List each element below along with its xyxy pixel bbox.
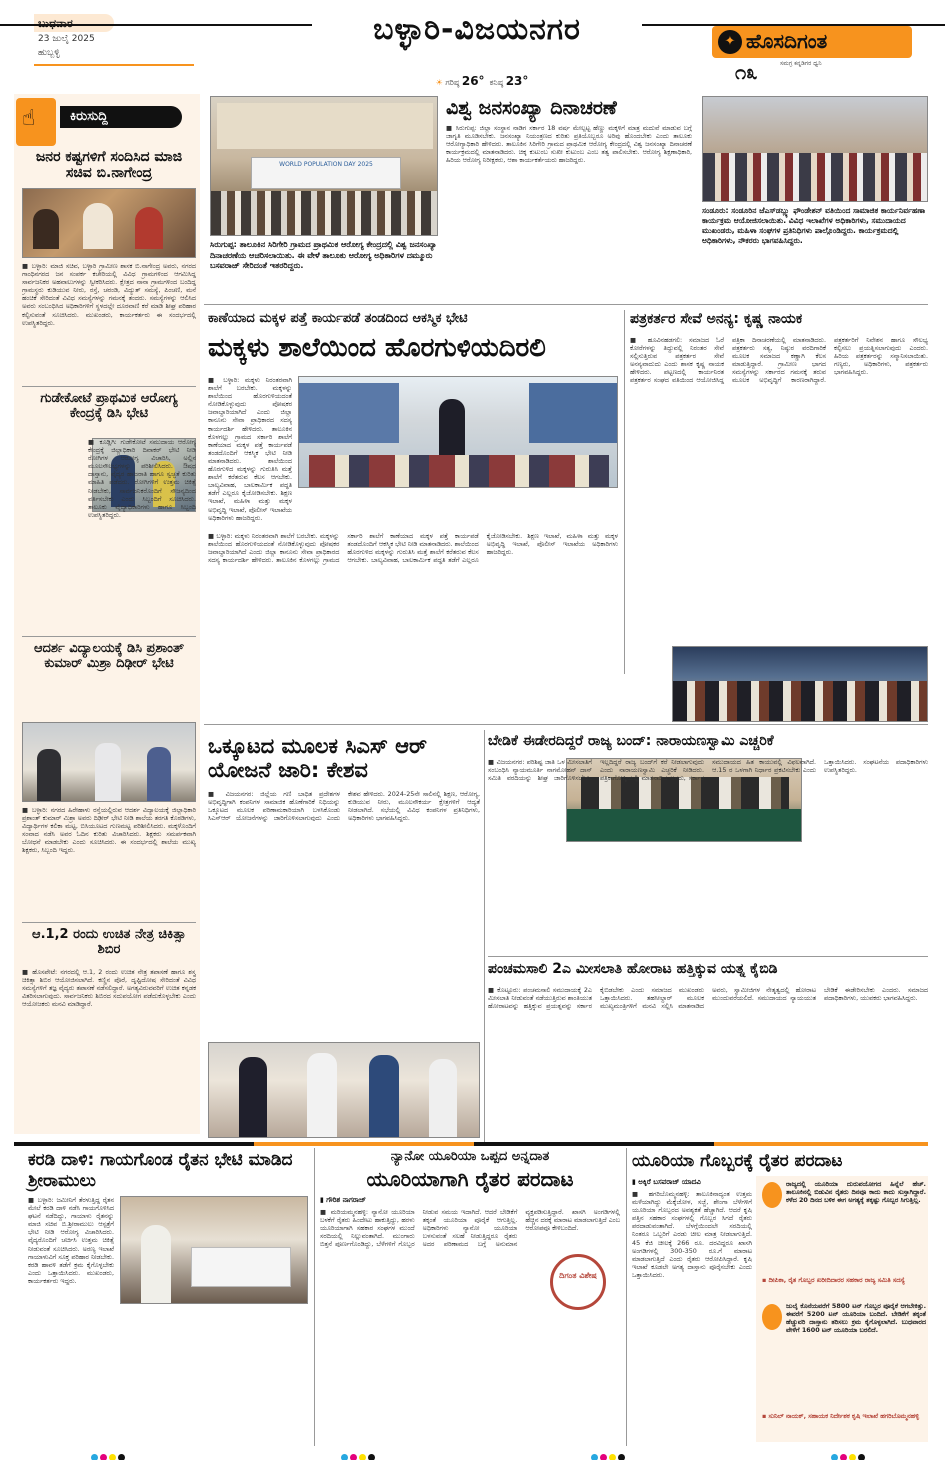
- brief-3-headline: ಆದರ್ಶ ವಿದ್ಯಾಲಯಕ್ಕೆ ಡಿಸಿ ಪ್ರಶಾಂತ್ ಕುಮಾರ್ ಮಿಶ್ರಾ ದಿಢೀರ್ ಭೇಟಿ: [33, 641, 185, 671]
- brief-3-photo: [22, 722, 196, 802]
- issue-date: 23 ಜುಲೈ 2025: [38, 34, 95, 44]
- edition-city: ಹುಬ್ಬಳ್ಳಿ: [38, 48, 60, 58]
- journalist-headline: ಪತ್ರಕರ್ತರ ಸೇವೆ ಅನನ್ಯ: ಕೃಷ್ಣ ನಾಯಕ: [630, 311, 803, 327]
- brief-3-body: ■ ಬಳ್ಳಾರಿ: ನಗರದ ಹಿರೇಹಾಳು ರಸ್ತೆಯಲ್ಲಿರುವ ಆದರ್ಶ ವಿದ್ಯಾಲಯಕ್ಕೆ ಜಿಲ್ಲಾಧಿಕಾರಿ ಪ್ರಶಾಂತ್ ಕುಮಾರ್ ಮಿಶ್ರಾ ಅವರು ದಿಢೀರ್ ಭೇಟಿ ನೀಡಿ ಶಾಲೆಯ ತರಗತಿ ಕೊಠಡಿಗಳು, ವಿದ್ಯಾರ್ಥಿಗಳ ಕಲಿಕಾ ಮಟ್ಟ, ಬಿಸಿಯೂಟದ ಗುಣಮಟ್ಟ ಪರಿಶೀಲಿಸಿದರು. ಮಕ್ಕಳೊಂದಿಗೆ ಸಂವಾದ ನಡೆಸಿ ಅವರ ಓದಿನ ಕುರಿತು ವಿಚಾರಿಸಿದರು. ಶಿಕ್ಷಕರು ಸಮರ್ಪಕವಾಗಿ ಬೋಧನೆ ಮಾಡಬೇಕು ಎಂದು ಸೂಚಿಸಿದರು. ಈ ಸಂದರ್ಭದಲ್ಲಿ ಶಾಲೆಯ ಮುಖ್ಯ ಶಿಕ್ಷಕರು, ಸಿಬ್ಬಂದಿ ಇದ್ದರು.: [22, 806, 196, 855]
- urea-headline: ಯೂರಿಯಾ ಗೊಬ್ಬರಕ್ಕೆ ರೈತರ ಪರದಾಟ: [632, 1151, 843, 1171]
- population-day-body: ■ ಸಿರುಗುಪ್ಪ: ಜಿಲ್ಲಾ ಸಂಸ್ಥಾನ ನಾಡಿಗ ಸರ್ಕಾರ 18 ವರ್ಷ ಮೇಲ್ಪಟ್ಟ ಹೆಣ್ಣು ಮಕ್ಕಳಿಗೆ ಮಾತ್ರ ಮದುವೆ ಮಾಡುವ ಬಗ್ಗೆ ಜಾಗೃತಿ ಮೂಡಿಸಬೇಕು. ಜನಸಂಖ್ಯಾ ನಿಯಂತ್ರಣದ ಕುರಿತು ಪ್ರತಿಯೊಬ್ಬರೂ ಅರಿವು ಹೊಂದಬೇಕು ಎಂದು ತಾಲೂಕು ಆರೋಗ್ಯಾಧಿಕಾರಿ ಹೇಳಿದರು. ತಾಲೂಕಿನ ಸಿರಿಗೇರಿ ಗ್ರಾಮದ ಪ್ರಾಥಮಿಕ ಆರೋಗ್ಯ ಕೇಂದ್ರದಲ್ಲಿ ವಿಶ್ವ ಜನಸಂಖ್ಯಾ ದಿನಾಚರಣೆ ಕಾರ್ಯಕ್ರಮದಲ್ಲಿ ಮಾತನಾಡಿದರು. ಚಿಕ್ಕ ಕುಟುಂಬ ಸುಖೀ ಕುಟುಂಬ ಎಂಬ ತತ್ವ ಪಾಲಿಸಬೇಕು. ಆರೋಗ್ಯ ಶಿಕ್ಷಣಾಧಿಕಾರಿ, ಹಿರಿಯ ಆರೋಗ್ಯ ನಿರೀಕ್ಷಕರು, ಆಶಾ ಕಾರ್ಯಕರ್ತೆಯರು ಹಾಜರಿದ್ದರು.: [446, 124, 692, 165]
- divider: [488, 956, 928, 957]
- bear-attack-photo: [120, 1196, 308, 1304]
- pointing-hand-icon: ☝: [22, 106, 36, 131]
- sandur-event-photo: [702, 96, 928, 202]
- quote-drop-icon: [762, 1304, 782, 1330]
- lamp-logo-icon: ✦: [718, 30, 742, 54]
- panchamasali-body: ■ ಕೊಟ್ಟೂರು: ಪಂಚಮಸಾಲಿ ಸಮುದಾಯಕ್ಕೆ 2ಎ ಮೀಸಲಾತಿ ನೀಡುವಂತೆ ನಡೆಯುತ್ತಿರುವ ಶಾಂತಿಯುತ ಹೋರಾಟವನ್ನು ಹತ್ತಿಕ್ಕುವ ಪ್ರಯತ್ನವನ್ನು ಸರ್ಕಾರ ಕೈಬಿಡಬೇಕು ಎಂದು ಸಮಾಜದ ಮುಖಂಡರು ಒತ್ತಾಯಿಸಿದರು. ತಹಸೀಲ್ದಾರ್ ಮೂಲಕ ಮುಖ್ಯಮಂತ್ರಿಗಳಿಗೆ ಮನವಿ ಸಲ್ಲಿಸಿ ಮಾತನಾಡಿದ ಅವರು, ಸ್ವಾಮೀಜಿಗಳ ನೇತೃತ್ವದಲ್ಲಿ ಹೋರಾಟ ಮುಂದುವರೆಯಲಿದೆ. ಸಮುದಾಯದ ನ್ಯಾಯಯುತ ಬೇಡಿಕೆ ಈಡೇರಿಸಬೇಕು ಎಂದರು. ಸಮಾಜದ ಪದಾಧಿಕಾರಿಗಳು, ಯುವಕರು ಭಾಗವಹಿಸಿದ್ದರು.: [488, 986, 928, 1011]
- color-registration-marks: [340, 1446, 376, 1460]
- divider: [626, 1148, 627, 1446]
- population-day-headline: ವಿಶ್ವ ಜನಸಂಖ್ಯಾ ದಿನಾಚರಣೆ: [446, 97, 617, 119]
- weather-max: 26°: [461, 74, 485, 88]
- missing-children-photo: [298, 376, 618, 488]
- weather-min: 23°: [505, 74, 529, 88]
- bandh-body: ■ ವಿಜಯನಗರ: ಪರಿಶಿಷ್ಟ ಜಾತಿ ಒಳ ಮೀಸಲಾತಿಗೆ ಸಂಬಂಧಿಸಿ ನ್ಯಾಯಮೂರ್ತಿ ನಾಗಮೋಹನ್ ದಾಸ್ ಸಮಿತಿ ವರದಿಯನ್ನು ಶೀಘ್ರ ಜಾರಿಗೊಳಿಸಬೇಕು. ಇಲ್ಲದಿದ್ದರೆ ರಾಜ್ಯ ಬಂದ್‌ಗೆ ಕರೆ ನೀಡಲಾಗುವುದು ಎಂದು ನಾರಾಯಣಸ್ವಾಮಿ ಎಚ್ಚರಿಕೆ ನೀಡಿದರು. ಪತ್ರಿಕಾಗೋಷ್ಠಿಯಲ್ಲಿ ಮಾತನಾಡಿದ ಅವರು, ಸರ್ಕಾರ ಸಮುದಾಯದ ಹಿತ ಕಾಯುವಲ್ಲಿ ವಿಫಲವಾಗಿದೆ. ಆ.15 ರ ಒಳಗಾಗಿ ನಿರ್ಧಾರ ಪ್ರಕಟಿಸಬೇಕು ಎಂದು ಒತ್ತಾಯಿಸಿದರು. ಸಂಘಟನೆಯ ಪದಾಧಿಕಾರಿಗಳು ಉಪಸ್ಥಿತರಿದ್ದರು.: [488, 758, 928, 783]
- bear-attack-body: ■ ಬಳ್ಳಾರಿ: ಜಮೀನಿಗೆ ತೆರಳುತ್ತಿದ್ದ ರೈತನ ಮೇಲೆ ಕರಡಿ ದಾಳಿ ನಡೆಸಿ ಗಾಯಗೊಳಿಸಿದ ಘಟನೆ ನಡೆದಿದ್ದು, ಗಾಯಾಳು ರೈತನನ್ನು ಮಾಜಿ ಸಚಿವ ಬಿ.ಶ್ರೀರಾಮುಲು ಆಸ್ಪತ್ರೆಗೆ ಭೇಟಿ ನೀಡಿ ಆರೋಗ್ಯ ವಿಚಾರಿಸಿದರು. ವೈದ್ಯರೊಂದಿಗೆ ಚರ್ಚಿಸಿ ಉತ್ತಮ ಚಿಕಿತ್ಸೆ ನೀಡುವಂತೆ ಸೂಚಿಸಿದರು. ಅರಣ್ಯ ಇಲಾಖೆ ಗಾಯಾಳುವಿಗೆ ಸೂಕ್ತ ಪರಿಹಾರ ನೀಡಬೇಕು. ಕರಡಿ ಹಾವಳಿ ತಡೆಗೆ ಕ್ರಮ ಕೈಗೊಳ್ಳಬೇಕು ಎಂದು ಒತ್ತಾಯಿಸಿದರು. ಮುಖಂಡರು, ಕಾರ್ಯಕರ್ತರು ಇದ್ದರು.: [28, 1196, 114, 1285]
- nano-urea-body: ■ ಮರಿಯಮ್ಮನಹಳ್ಳಿ: ನ್ಯಾನೋ ಯೂರಿಯಾ ಬಳಕೆಗೆ ರೈತರು ಹಿಂದೇಟು ಹಾಕುತ್ತಿದ್ದು, ಹರಳು ಯೂರಿಯಾಗಾಗಿ ಸಹಕಾರ ಸಂಘಗಳ ಮುಂದೆ ಸರದಿಯಲ್ಲಿ ನಿಲ್ಲುವಂತಾಗಿದೆ. ಮುಂಗಾರು ಬಿತ್ತನೆ ಪೂರ್ಣಗೊಂಡಿದ್ದು, ಬೆಳೆಗಳಿಗೆ ಗೊಬ್ಬರ ನೀಡುವ ಸಮಯ ಇದಾಗಿದೆ. ಆದರೆ ಬೇಡಿಕೆಗೆ ತಕ್ಕಂತೆ ಯೂರಿಯಾ ಪೂರೈಕೆ ಆಗುತ್ತಿಲ್ಲ. ಅಧಿಕಾರಿಗಳು ನ್ಯಾನೋ ಯೂರಿಯಾ ಬಳಸುವಂತೆ ಸಲಹೆ ನೀಡುತ್ತಿದ್ದರೂ ರೈತರು ಅದರ ಪರಿಣಾಮದ ಬಗ್ಗೆ ಅನುಮಾನ ವ್ಯಕ್ತಪಡಿಸುತ್ತಿದ್ದಾರೆ. ಖಾಸಗಿ ಅಂಗಡಿಗಳಲ್ಲಿ ಹೆಚ್ಚಿನ ದರಕ್ಕೆ ಮಾರಾಟ ಮಾಡಲಾಗುತ್ತಿದೆ ಎಂಬ ಆರೋಪವೂ ಕೇಳಿಬಂದಿದೆ.: [320, 1208, 620, 1249]
- csr-body: ■ ವಿಜಯನಗರ: ಜಿಲ್ಲೆಯ ಗಣಿ ಬಾಧಿತ ಪ್ರದೇಶಗಳ ಅಭಿವೃದ್ಧಿಗಾಗಿ ಕಂಪನಿಗಳ ಸಾಮಾಜಿಕ ಹೊಣೆಗಾರಿಕೆ ನಿಧಿಯನ್ನು ಒಕ್ಕೂಟದ ಮೂಲಕ ಪರಿಣಾಮಕಾರಿಯಾಗಿ ಬಳಸಿಕೊಂಡು ಸಿಎಸ್‌ಆರ್ ಯೋಜನೆಗಳನ್ನು ಜಾರಿಗೊಳಿಸಲಾಗುವುದು ಎಂದು ಕೇಶವ ಹೇಳಿದರು. 2024-25ನೇ ಸಾಲಿನಲ್ಲಿ ಶಿಕ್ಷಣ, ಆರೋಗ್ಯ, ಕುಡಿಯುವ ನೀರು, ಮೂಲಸೌಕರ್ಯ ಕ್ಷೇತ್ರಗಳಿಗೆ ಆದ್ಯತೆ ನೀಡಲಾಗಿದೆ. ಸಭೆಯಲ್ಲಿ ವಿವಿಧ ಕಂಪನಿಗಳ ಪ್ರತಿನಿಧಿಗಳು, ಅಧಿಕಾರಿಗಳು ಭಾಗವಹಿಸಿದ್ದರು.: [208, 790, 480, 823]
- missing-children-body-cont: ■ ಬಳ್ಳಾರಿ: ಮಕ್ಕಳು ನಿರಂತರವಾಗಿ ಶಾಲೆಗೆ ಬರಬೇಕು. ಮಕ್ಕಳನ್ನು ಶಾಲೆಯಿಂದ ಹೊರಗುಳಿಯದಂತೆ ನೋಡಿಕೊಳ್ಳುವುದು ಪೋಷಕರ ಜವಾಬ್ದಾರಿಯಾಗಿದೆ ಎಂದು ಜಿಲ್ಲಾ ಕಾನೂನು ಸೇವಾ ಪ್ರಾಧಿಕಾರದ ಸದಸ್ಯ ಕಾರ್ಯದರ್ಶಿ ಹೇಳಿದರು. ತಾಲೂಕಿನ ಕೊಳಗಲ್ಲು ಗ್ರಾಮದ ಸರ್ಕಾರಿ ಶಾಲೆಗೆ ಕಾಣೆಯಾದ ಮಕ್ಕಳ ಪತ್ತೆ ಕಾರ್ಯಪಡೆ ತಂಡದೊಂದಿಗೆ ಆಕಸ್ಮಿಕ ಭೇಟಿ ನೀಡಿ ಮಾತನಾಡಿದರು. ಶಾಲೆಯಿಂದ ಹೊರಗುಳಿದ ಮಕ್ಕಳನ್ನು ಗುರುತಿಸಿ ಮತ್ತೆ ಶಾಲೆಗೆ ಕರೆತರುವ ಕೆಲಸ ಆಗಬೇಕು. ಬಾಲ್ಯವಿವಾಹ, ಬಾಲಕಾರ್ಮಿಕ ಪದ್ಧತಿ ತಡೆಗೆ ಎಲ್ಲರೂ ಕೈಜೋಡಿಸಬೇಕು. ಶಿಕ್ಷಣ ಇಲಾಖೆ, ಮಹಿಳಾ ಮತ್ತು ಮಕ್ಕಳ ಅಭಿವೃದ್ಧಿ ಇಲಾಖೆ, ಪೊಲೀಸ್ ಇಲಾಖೆಯ ಅಧಿಕಾರಿಗಳು ಹಾಜರಿದ್ದರು.: [208, 532, 618, 565]
- brand-name: ಹೊಸದಿಗಂತ: [746, 29, 828, 53]
- factbox-quote-2-attribution: ▪ ಸುನಿಲ್ ನಾಯಕ್, ಸಹಾಯಕ ನಿರ್ದೇಶಕ ಕೃಷಿ ಇಲಾಖೆ ಹಗರಿಬೊಮ್ಮನಹಳ್ಳಿ: [762, 1412, 919, 1420]
- brief-1-headline: ಜನರ ಕಷ್ಟಗಳಿಗೆ ಸಂದಿಸಿದ ಮಾಜಿ ಸಚಿವ ಬಿ.ನಾಗೇಂದ್ರ: [35, 149, 183, 181]
- csr-event-photo: [208, 1042, 480, 1138]
- factbox-quote-2: ಜುಲೈ ಕೊನೆಯವರೆಗೆ 5800 ಟನ್ ಗೊಬ್ಬರ ಪೂರೈಕೆ ಆಗಬೇಕಿತ್ತು. ಈವರೆಗೆ 5200 ಟನ್ ಯೂರಿಯಾ ಬಂದಿದೆ. ಬೇಡಿಕೆಗೆ ತಕ್ಕಂತೆ ಹೆಚ್ಚುವರಿ ದಾಸ್ತಾನು ತರಿಸಲು ಕ್ರಮ ಕೈಗೊಳ್ಳಲಾಗಿದೆ. ಬುಧವಾರದ ವೇಳೆಗೆ 1600 ಟನ್ ಯೂರಿಯಾ ಬರಲಿದೆ.: [786, 1302, 926, 1335]
- brief-2-body: ■ ಕೂಡ್ಲಿಗಿ: ಗುಡೇಕೋಟೆ ಸಮುದಾಯ ಆರೋಗ್ಯ ಕೇಂದ್ರಕ್ಕೆ ಜಿಲ್ಲಾಧಿಕಾರಿ ದಿವಾಕರ್ ಭೇಟಿ ನೀಡಿ ರೋಗಿಗಳ ಆರೋಗ್ಯ ವಿಚಾರಿಸಿ, ಅಲ್ಲಿನ ಮೂಲಸೌಲಭ್ಯಗಳನ್ನು ಪರಿಶೀಲಿಸಿದರು. ಔಷಧ ದಾಸ್ತಾನು, ವೈದ್ಯರ ಹಾಜರಾತಿ ಹಾಗೂ ಸ್ವಚ್ಛತೆ ಕುರಿತು ಮಾಹಿತಿ ಪಡೆದರು. ರೋಗಿಗಳಿಗೆ ಉತ್ತಮ ಚಿಕಿತ್ಸೆ ನೀಡಬೇಕು, ಸಾರ್ವಜನಿಕರೊಂದಿಗೆ ಸೌಜನ್ಯದಿಂದ ವರ್ತಿಸಬೇಕು ಎಂದು ಸಿಬ್ಬಂದಿಗೆ ಸೂಚಿಸಿದರು. ತಾಲೂಕು ವೈದ್ಯಾಧಿಕಾರಿಗಳು ಹಾಗೂ ಸಿಬ್ಬಂದಿ ಉಪಸ್ಥಿತರಿದ್ದರು.: [88, 438, 196, 519]
- urea-body: ■ ಹಗರಿಬೊಮ್ಮನಹಳ್ಳಿ: ತಾಲೂಕಿನಾದ್ಯಂತ ಉತ್ತಮ ಮಳೆಯಾಗಿದ್ದು ಮೆಕ್ಕೆಜೋಳ, ಸಜ್ಜೆ, ಶೇಂಗಾ ಬೆಳೆಗಳಿಗೆ ಯೂರಿಯಾ ಗೊಬ್ಬರದ ಅವಶ್ಯಕತೆ ಹೆಚ್ಚಾಗಿದೆ. ಆದರೆ ಕೃಷಿ ಪತ್ತಿನ ಸಹಕಾರ ಸಂಘಗಳಲ್ಲಿ ಗೊಬ್ಬರ ಸಿಗದೆ ರೈತರು ಪರದಾಡುವಂತಾಗಿದೆ. ಬೆಳಗ್ಗೆಯಿಂದಲೇ ಸರದಿಯಲ್ಲಿ ನಿಂತರೂ ಒಬ್ಬರಿಗೆ ಎರಡು ಚೀಲ ಮಾತ್ರ ನೀಡಲಾಗುತ್ತಿದೆ. 45 ಕೆಜಿ ಚೀಲಕ್ಕೆ 266 ರೂ. ದರವಿದ್ದರೂ ಖಾಸಗಿ ಅಂಗಡಿಗಳಲ್ಲಿ 300-350 ರೂ.ಗೆ ಮಾರಾಟ ಮಾಡಲಾಗುತ್ತಿದೆ ಎಂದು ರೈತರು ಆರೋಪಿಸಿದ್ದಾರೆ. ಕೃಷಿ ಇಲಾಖೆ ಕೂಡಲೇ ಅಗತ್ಯ ದಾಸ್ತಾನು ಪೂರೈಸಬೇಕು ಎಂದು ಒತ್ತಾಯಿಸಿದರು.: [632, 1190, 752, 1279]
- factbox-quote-1: ರಾಜ್ಯದಲ್ಲಿ ಯೂರಿಯಾ ದುರುಪಯೋಗದ ಹಿನ್ನೆಲೆ ಹೆಚ್. ತಾಲೂಕಿನಲ್ಲಿ ಬಿಡುವಿನ ರೈತರು ದಿನವೂ ಕಾದು ಕಾದು ಸುಸ್ತಾಗಿದ್ದಾರೆ. ಕಳೆದ 20 ದಿನದ ಬಳಿಕ ಈಗ ಅಗತ್ಯಕ್ಕೆ ತಕ್ಕಷ್ಟು ಗೊಬ್ಬರ ಸಿಗುತ್ತಿಲ್ಲ.: [786, 1180, 926, 1205]
- quote-drop-icon: [762, 1182, 782, 1208]
- missing-children-body: ■ ಬಳ್ಳಾರಿ: ಮಕ್ಕಳು ನಿರಂತರವಾಗಿ ಶಾಲೆಗೆ ಬರಬೇಕು. ಮಕ್ಕಳನ್ನು ಶಾಲೆಯಿಂದ ಹೊರಗುಳಿಯದಂತೆ ನೋಡಿಕೊಳ್ಳುವುದು ಪೋಷಕರ ಜವಾಬ್ದಾರಿಯಾಗಿದೆ ಎಂದು ಜಿಲ್ಲಾ ಕಾನೂನು ಸೇವಾ ಪ್ರಾಧಿಕಾರದ ಸದಸ್ಯ ಕಾರ್ಯದರ್ಶಿ ಹೇಳಿದರು. ತಾಲೂಕಿನ ಕೊಳಗಲ್ಲು ಗ್ರಾಮದ ಸರ್ಕಾರಿ ಶಾಲೆಗೆ ಕಾಣೆಯಾದ ಮಕ್ಕಳ ಪತ್ತೆ ಕಾರ್ಯಪಡೆ ತಂಡದೊಂದಿಗೆ ಆಕಸ್ಮಿಕ ಭೇಟಿ ನೀಡಿ ಮಾತನಾಡಿದರು. ಶಾಲೆಯಿಂದ ಹೊರಗುಳಿದ ಮಕ್ಕಳನ್ನು ಗುರುತಿಸಿ ಮತ್ತೆ ಶಾಲೆಗೆ ಕರೆತರುವ ಕೆಲಸ ಆಗಬೇಕು. ಬಾಲ್ಯವಿವಾಹ, ಬಾಲಕಾರ್ಮಿಕ ಪದ್ಧತಿ ತಡೆಗೆ ಎಲ್ಲರೂ ಕೈಜೋಡಿಸಬೇಕು. ಶಿಕ್ಷಣ ಇಲಾಖೆ, ಮಹಿಳಾ ಮತ್ತು ಮಕ್ಕಳ ಅಭಿವೃದ್ಧಿ ಇಲಾಖೆ, ಪೊಲೀಸ್ ಇಲಾಖೆಯ ಅಧಿಕಾರಿಗಳು ಹಾಜರಿದ್ದರು.: [208, 376, 292, 522]
- masthead-accent-line: [34, 64, 194, 66]
- banner-text: WORLD POPULATION DAY 2025: [279, 161, 373, 168]
- divider: [484, 730, 485, 1146]
- factbox-quote-1-attribution: ▪ ದೀಪಿಕಾ, ರೈತ ಗೊಬ್ಬರ ಖರೀದಿದಾರರ ಸಹಕಾರ ರಾಜ್ಯ ಸಮಿತಿ ಸದಸ್ಯೆ: [762, 1276, 905, 1284]
- masthead: [0, 0, 945, 92]
- urea-byline: ▮ ಅಕ್ಕಿರೆ ಬಸವರಾಜ್ ಯಾದವಿ: [632, 1178, 701, 1186]
- bear-attack-headline: ಕರಡಿ ದಾಳಿ: ಗಾಯಗೊಂಡ ರೈತನ ಭೇಟಿ ಮಾಡಿದ ಶ್ರೀರಾಮುಲು: [28, 1150, 293, 1191]
- digantha-special-seal: [550, 1254, 606, 1310]
- csr-headline: ಒಕ್ಕೂಟದ ಮೂಲಕ ಸಿಎಸ್ ಆರ್ ಯೋಜನೆ ಜಾರಿ: ಕೇಶವ: [208, 734, 427, 782]
- population-day-photo: [210, 96, 438, 236]
- brief-4-headline: ಆ.1,2 ರಂದು ಉಚಿತ ನೇತ್ರ ಚಿಕಿತ್ಸಾ ಶಿಬಿರ: [32, 927, 186, 957]
- nano-urea-headline: ಯೂರಿಯಾಗಾಗಿ ರೈತರ ಪರದಾಟ: [366, 1167, 574, 1191]
- kirusuddi-label: ಕಿರುಸುದ್ದಿ: [70, 109, 108, 124]
- bear-attack-body-2: [120, 1310, 308, 1442]
- section-title: ಬಳ್ಳಾರಿ-ವಿಜಯನಗರ: [373, 12, 581, 47]
- journalist-body: ■ ಹೂವಿನಹಡಗಲಿ: ಸಮಾಜದ ಓರೆ ಕೋರೆಗಳನ್ನು ತಿದ್ದುವಲ್ಲಿ ನಿರಂತರ ಸೇವೆ ಸಲ್ಲಿಸುತ್ತಿರುವ ಪತ್ರಕರ್ತರ ಸೇವೆ ಅನನ್ಯವಾದುದು ಎಂದು ಶಾಸಕ ಕೃಷ್ಣ ನಾಯಕ ಹೇಳಿದರು. ಪಟ್ಟಣದಲ್ಲಿ ಕಾರ್ಯನಿರತ ಪತ್ರಕರ್ತರ ಸಂಘದ ವತಿಯಿಂದ ಆಯೋಜಿಸಿದ್ದ ಪತ್ರಿಕಾ ದಿನಾಚರಣೆಯಲ್ಲಿ ಮಾತನಾಡಿದರು. ಪತ್ರಕರ್ತರು ಸತ್ಯ, ನಿಷ್ಠುರ ವರದಿಗಾರಿಕೆ ಮೂಲಕ ಸಮಾಜದ ಕಣ್ಣಾಗಿ ಕೆಲಸ ಮಾಡುತ್ತಿದ್ದಾರೆ. ಗ್ರಾಮೀಣ ಭಾಗದ ಸಮಸ್ಯೆಗಳನ್ನು ಸರ್ಕಾರದ ಗಮನಕ್ಕೆ ತರುವ ಮೂಲಕ ಅಭಿವೃದ್ಧಿಗೆ ಕಾರಣರಾಗಿದ್ದಾರೆ. ಪತ್ರಕರ್ತರಿಗೆ ನಿವೇಶನ ಹಾಗೂ ಸೌಲಭ್ಯ ಕಲ್ಪಿಸಲು ಪ್ರಯತ್ನಿಸಲಾಗುವುದು ಎಂದರು. ಹಿರಿಯ ಪತ್ರಕರ್ತರನ್ನು ಸನ್ಮಾನಿಸಲಾಯಿತು. ಗಣ್ಯರು, ಅಧಿಕಾರಿಗಳು, ಪತ್ರಕರ್ತರು ಭಾಗವಹಿಸಿದ್ದರು.: [630, 336, 928, 385]
- panchamasali-headline: ಪಂಚಮಸಾಲಿ 2ಎ ಮೀಸಲಾತಿ ಹೋರಾಟ ಹತ್ತಿಕ್ಕುವ ಯತ್ನ ಕೈಬಿಡಿ: [488, 961, 778, 977]
- nano-urea-byline: ▮ ಗೌರಿಶ ನಾಗರಾಜ್: [320, 1196, 366, 1204]
- divider: [204, 304, 928, 305]
- sandur-event-caption: ಸಂಡೂರು: ಸಂಡೂರಿನ ಜೆಎಸ್‌ಡಬ್ಲ್ಯು ಫೌಂಡೇಶನ್ ವತಿಯಿಂದ ಸಾಮಾಜಿಕ ಕಾರ್ಯನಿರ್ವಹಣಾ ಕಾರ್ಯಕ್ರಮ ಆಯೋಜಿಸಲಾಯಿತು. ವಿವಿಧ ಇಲಾಖೆಗಳ ಅಧಿಕಾರಿಗಳು, ಸಮುದಾಯದ ಮುಖಂಡರು, ಮಹಿಳಾ ಸಂಘಗಳ ಪ್ರತಿನಿಧಿಗಳು ಪಾಲ್ಗೊಂಡಿದ್ದರು. ಕಾರ್ಯಕ್ರಮದಲ್ಲಿ ಅಧಿಕಾರಿಗಳು, ನೌಕರರು ಭಾಗವಹಿಸಿದ್ದರು.: [702, 206, 926, 245]
- color-registration-marks: [590, 1446, 626, 1460]
- brief-4-body: ■ ಹೊಸಪೇಟೆ: ನಗರದಲ್ಲಿ ಆ.1, 2 ರಂದು ಉಚಿತ ನೇತ್ರ ತಪಾಸಣೆ ಹಾಗೂ ಶಸ್ತ್ರ ಚಿಕಿತ್ಸಾ ಶಿಬಿರ ಆಯೋಜಿಸಲಾಗಿದೆ. ಕಣ್ಣಿನ ಪೊರೆ, ದೃಷ್ಟಿದೋಷ ಸೇರಿದಂತೆ ವಿವಿಧ ಸಮಸ್ಯೆಗಳಿಗೆ ತಜ್ಞ ವೈದ್ಯರು ತಪಾಸಣೆ ನಡೆಸಲಿದ್ದಾರೆ. ಅಗತ್ಯವಿರುವವರಿಗೆ ಉಚಿತ ಕನ್ನಡಕ ವಿತರಿಸಲಾಗುವುದು. ಸಾರ್ವಜನಿಕರು ಶಿಬಿರದ ಸದುಪಯೋಗ ಪಡೆದುಕೊಳ್ಳಬೇಕು ಎಂದು ಆಯೋಜಕರು ಮನವಿ ಮಾಡಿದ್ದಾರೆ.: [22, 968, 196, 1009]
- color-registration-marks: [830, 1446, 866, 1460]
- color-registration-marks: [90, 1446, 126, 1460]
- page-number: ೧೩: [735, 60, 758, 84]
- brief-1-photo: [22, 188, 196, 258]
- divider: [22, 636, 196, 637]
- brief-2-headline: ಗುಡೇಕೋಟೆ ಪ್ರಾಥಮಿಕ ಆರೋಗ್ಯ ಕೇಂದ್ರಕ್ಕೆ ಡಿಸಿ ಭೇಟಿ: [40, 391, 178, 421]
- population-day-photo-caption: ಸಿರುಗುಪ್ಪ: ತಾಲೂಕಿನ ಸಿರಿಗೇರಿ ಗ್ರಾಮದ ಪ್ರಾಥಮಿಕ ಆರೋಗ್ಯ ಕೇಂದ್ರದಲ್ಲಿ ವಿಶ್ವ ಜನಸಂಖ್ಯಾ ದಿನಾಚರಣೆಯ ಆಚರಿಸಲಾಯಿತು. ಈ ವೇಳೆ ತಾಲೂಕು ಆರೋಗ್ಯ ಅಧಿಕಾರಿಗಳ ದಮ್ಮೂರು ಬಸವರಾಜ್ ಸೇರಿದಂತೆ ಇತರರಿದ್ದರು.: [210, 240, 437, 270]
- divider: [22, 922, 196, 923]
- divider: [624, 310, 625, 674]
- divider: [314, 1148, 315, 1446]
- weather: ☀ ಗರಿಷ್ಠ 26° ಕನಿಷ್ಠ 23°: [435, 74, 529, 88]
- divider: [22, 386, 196, 387]
- sun-icon: ☀: [435, 78, 443, 87]
- brief-1-body: ■ ಬಳ್ಳಾರಿ: ಮಾಜಿ ಸಚಿವ, ಬಳ್ಳಾರಿ ಗ್ರಾಮೀಣ ಶಾಸಕ ಬಿ.ನಾಗೇಂದ್ರ ಅವರು, ನಗರದ ಗಾಂಧಿನಗರದ ಜನ ಸಂಪರ್ಕ ಕಚೇರಿಯಲ್ಲಿ ವಿವಿಧ ಗ್ರಾಮಗಳಿಂದ ಆಗಮಿಸಿದ್ದ ಸಾರ್ವಜನಿಕರ ಅಹವಾಲುಗಳನ್ನು ಸ್ವೀಕರಿಸಿದರು. ಕ್ಷೇತ್ರದ ನಾನಾ ಗ್ರಾಮಗಳಿಂದ ಬಂದಿದ್ದ ಗ್ರಾಮಸ್ಥರು ಕುಡಿಯುವ ನೀರು, ರಸ್ತೆ, ಚರಂಡಿ, ವಿದ್ಯುತ್ ಸಮಸ್ಯೆ, ಪಿಂಚಣಿ, ಮನೆ ಹಂಚಿಕೆ ಸೇರಿದಂತೆ ವಿವಿಧ ಸಮಸ್ಯೆಗಳನ್ನು ಗಮನಕ್ಕೆ ತಂದರು. ಸಮಸ್ಯೆಗಳನ್ನು ಆಲಿಸಿದ ಅವರು ಸಂಬಂಧಿಸಿದ ಅಧಿಕಾರಿಗಳಿಗೆ ಸ್ಥಳದಲ್ಲೇ ದೂರವಾಣಿ ಕರೆ ಮಾಡಿ ಶೀಘ್ರ ಪರಿಹಾರ ಕಲ್ಪಿಸುವಂತೆ ಸೂಚಿಸಿದರು. ಮುಖಂಡರು, ಕಾರ್ಯಕರ್ತರು ಈ ಸಂದರ್ಭದಲ್ಲಿ ಉಪಸ್ಥಿತರಿದ್ದರು.: [22, 262, 196, 327]
- divider: [204, 724, 928, 725]
- nano-urea-kicker: ನ್ಯಾನೋ ಯೂರಿಯಾ ಒಪ್ಪದ ಅನ್ನದಾತ: [390, 1149, 550, 1164]
- seal-text: ದಿಗಂತ ವಿಶೇಷ: [559, 1271, 597, 1280]
- bottom-section-rule: [14, 1142, 928, 1146]
- missing-children-headline: ಮಕ್ಕಳು ಶಾಲೆಯಿಂದ ಹೊರಗುಳಿಯದಿರಲಿ: [208, 333, 546, 363]
- brand-tagline: ಸಮಗ್ರ ಕನ್ನಡಿಗರ ಧ್ವನಿ: [780, 60, 822, 67]
- journalist-event-photo: [672, 646, 928, 722]
- missing-children-kicker: ಕಾಣೆಯಾದ ಮಕ್ಕಳ ಪತ್ತೆ ಕಾರ್ಯಪಡೆ ತಂಡದಿಂದ ಆಕಸ್ಮಿಕ ಭೇಟಿ: [208, 311, 468, 326]
- bandh-headline: ಬೇಡಿಕೆ ಈಡೇರದಿದ್ದರೆ ರಾಜ್ಯ ಬಂದ್: ನಾರಾಯಣಸ್ವಾಮಿ ಎಚ್ಚರಿಕೆ: [488, 733, 774, 749]
